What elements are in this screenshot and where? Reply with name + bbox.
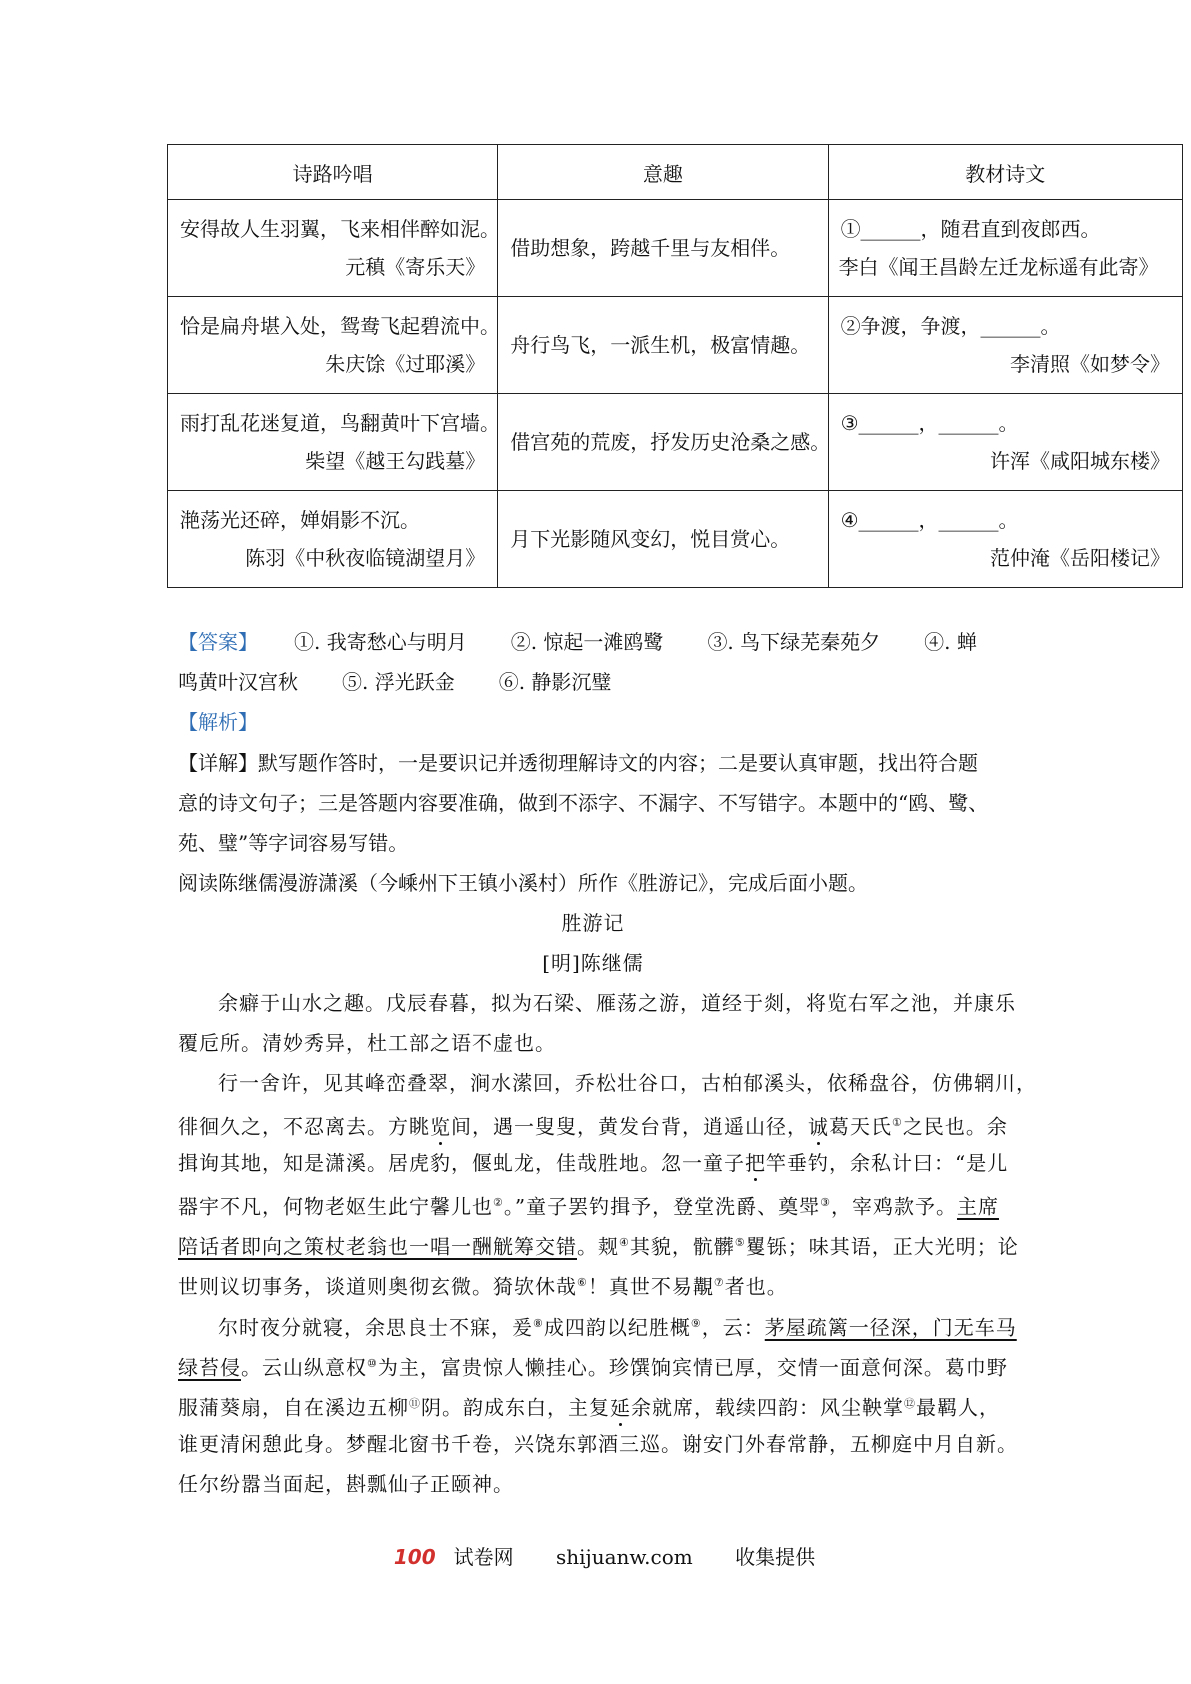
answer-line-1 [178, 628, 977, 656]
site-logo: 100 [393, 1545, 436, 1569]
underlined-text: 茅屋疏篱一径深，门无车马 [764, 1315, 1017, 1340]
text-run: 矍铄；味其语，正大光明；论 [745, 1234, 1019, 1259]
footnote-marker: ⑥ [577, 1276, 588, 1289]
dotted-char: 把 [745, 1151, 766, 1175]
dotted-char: 览 [430, 1114, 451, 1139]
text-run: 葛天氏 [829, 1114, 892, 1139]
underlined-text: 绿苔侵 [178, 1355, 241, 1380]
article-line [178, 1109, 1008, 1141]
article-line [178, 1269, 788, 1301]
article-line [178, 1390, 1000, 1422]
textbook-cell [828, 297, 1182, 394]
poem-line: 雨打乱花迷复道，鸟翻黄叶下宫墙。 [180, 411, 500, 435]
text-run: 竿垂钓，余私计曰：“是儿 [766, 1151, 1009, 1175]
textbook-source: 李白《闻王昌龄左迁龙标遥有此寄》 [838, 255, 1159, 279]
footnote-marker: ③ [820, 1196, 831, 1209]
table-row [168, 200, 1183, 297]
poem-line: 滟荡光还碎，婵娟影不沉。 [180, 508, 420, 532]
answer-item: 鸣黄叶汉宫秋 [178, 670, 298, 694]
meaning-text: 借宫苑的荒废，抒发历史沧桑之感。 [510, 430, 831, 454]
answer-item: ②. 惊起一滩鸥鹭 [510, 630, 664, 654]
detail-line: 苑、璧”等字词容易写错。 [178, 831, 409, 855]
footnote-marker: ④ [619, 1236, 630, 1249]
table-header-cell: 意趣 [498, 145, 828, 200]
table-row [168, 394, 1183, 491]
textbook-cell [828, 200, 1182, 297]
article-line: 余癖于山水之趣。戊辰春暮，拟为石梁、雁荡之游，道经于剡，将览右军之池，并康乐 [218, 991, 1016, 1015]
poem-line: 恰是扁舟堪入处，鸳鸯飞起碧流中。 [180, 314, 500, 338]
footnote-marker: ① [892, 1116, 903, 1129]
table-header-row [168, 145, 1183, 200]
article-line [178, 1350, 1008, 1382]
text-run: 徘徊久之，不忍离去。方眺 [178, 1114, 430, 1139]
footnote-marker: ⑪ [409, 1397, 421, 1410]
meaning-cell [498, 297, 828, 394]
underlined-text: 陪话者即向之策杖老翁也一唱一酬觥筹交错 [178, 1234, 577, 1259]
footnote-marker: ② [493, 1196, 504, 1209]
dotted-char: 延 [610, 1395, 631, 1420]
article-line: 覆卮所。清妙秀异，杜工部之语不虚也。 [178, 1031, 556, 1055]
textbook-line: ④______，______。 [840, 508, 1019, 532]
text-run: 最羁人， [916, 1395, 1000, 1420]
article-line: 谁更清闲憩此身。梦醒北窗书千卷，兴饶东郭酒三巡。谢安门外春常静，五柳庭中月自新。 [178, 1432, 1018, 1456]
footer-brand [376, 1545, 514, 1569]
text-run: 。”童子罢钓揖予，登堂洗爵、奠斝 [503, 1194, 821, 1219]
dotted-char: 诚 [808, 1114, 829, 1139]
article-line [218, 1310, 1017, 1342]
footnote-marker: ⑤ [734, 1236, 746, 1249]
textbook-cell [828, 491, 1182, 588]
answer-item: ④. 蝉 [924, 630, 977, 654]
text-run: ，云： [701, 1315, 765, 1340]
textbook-line: ③______，______。 [840, 411, 1019, 435]
answer-item: ⑤. 浮光跃金 [342, 670, 455, 694]
poem-source: 元稹《寄乐天》 [345, 255, 486, 279]
text-run: 成四韵以纪胜概 [543, 1315, 691, 1340]
poem-table [167, 144, 1183, 588]
meaning-cell [498, 491, 828, 588]
meaning-cell [498, 200, 828, 297]
answer-line-2 [178, 668, 655, 696]
meaning-text: 舟行鸟飞，一派生机，极富情趣。 [510, 333, 811, 357]
reading-intro: 阅读陈继儒漫游潇溪（今嵊州下王镇小溪村）所作《胜游记》，完成后面小题。 [178, 871, 868, 895]
answer-item: ③. 鸟下绿芜秦苑夕 [707, 630, 881, 654]
textbook-line: ①______，随君直到夜郎西。 [840, 217, 1101, 241]
text-run: 。云山纵意权 [241, 1355, 367, 1380]
text-run: 间，遇一叟叟，黄发台背，逍遥山径， [451, 1114, 808, 1139]
article-line: 任尔纷嚣当面起，斟瓢仙子正颐神。 [178, 1472, 514, 1496]
underlined-text: 主席 [956, 1194, 999, 1219]
site-domain: shijuanw.com [556, 1545, 693, 1569]
article-author: [明]陈继儒 [542, 951, 644, 975]
article-line [178, 1229, 1019, 1261]
answer-item: ①. 我寄愁心与明月 [294, 630, 467, 654]
meaning-text: 月下光影随风变幻，悦目赏心。 [510, 527, 791, 551]
detail-line: 意的诗文句子；三是答题内容要准确，做到不添字、不漏字、不写错字。本题中的“鸥、鹭、 [178, 791, 989, 815]
table-header-cell: 教材诗文 [828, 145, 1182, 200]
answer-item: ⑥. 静影沉璧 [498, 670, 612, 694]
text-run: 。觌 [577, 1234, 619, 1259]
text-run: 服蒲葵扇，自在溪边五柳 [178, 1395, 409, 1420]
footnote-marker: ⑧ [533, 1317, 544, 1330]
textbook-source: 许浑《咸阳城东楼》 [990, 449, 1170, 473]
table-header-cell: 诗路吟唱 [168, 145, 498, 200]
article-title: 胜游记 [561, 911, 625, 935]
footnote-marker: ⑨ [690, 1317, 702, 1330]
site-name: 试卷网 [453, 1545, 514, 1569]
text-run: 为主，富贵惊人懒挂心。珍馔饷宾情已厚，交情一面意何深。葛巾野 [377, 1355, 1008, 1380]
poem-cell [168, 200, 498, 297]
text-run: ，宰鸡款予。 [830, 1194, 957, 1219]
meaning-text: 借助想象，跨越千里与友相伴。 [510, 236, 791, 260]
text-run: 余就席，载续四韵：风尘鞅掌 [631, 1395, 904, 1420]
textbook-source: 李清照《如梦令》 [1010, 352, 1170, 376]
text-run: 其貌，骯髒 [629, 1234, 735, 1259]
article-line [178, 1189, 999, 1221]
article-line: 行一舍许，见其峰峦叠翠，涧水潆回，乔松壮谷口，古柏郁溪头，依稀盘谷，仿佛辋川， [218, 1071, 1037, 1095]
page-footer [0, 1541, 1191, 1570]
text-run: 之民也。余 [902, 1114, 1008, 1139]
textbook-source: 范仲淹《岳阳楼记》 [990, 546, 1170, 570]
poem-source: 陈羽《中秋夜临镜湖望月》 [245, 546, 486, 570]
poem-line: 安得故人生羽翼，飞来相伴醉如泥。 [180, 217, 500, 241]
textbook-line: ②争渡，争渡，______。 [840, 314, 1061, 338]
answer-label: 【答案】 [178, 630, 258, 654]
meaning-cell [498, 394, 831, 491]
text-run: 器宇不凡，何物老妪生此宁馨儿也 [178, 1194, 493, 1219]
footnote-marker: ⑦ [713, 1276, 725, 1289]
text-run: 世则议切事务，谈道则奥彻玄微。猗欤休哉 [178, 1274, 577, 1299]
poem-source: 柴望《越王勾践墓》 [305, 449, 486, 473]
text-run: 阴。韵成东白，主复 [421, 1395, 610, 1420]
text-run: 者也。 [724, 1274, 788, 1299]
poem-cell [168, 297, 498, 394]
poem-cell [168, 491, 498, 588]
footnote-marker: ⑫ [904, 1397, 916, 1410]
table-row [168, 297, 1183, 394]
text-run: 揖询其地，知是潇溪。居虎豹，偃虬龙，佳哉胜地。忽一童子 [178, 1151, 745, 1175]
analysis-label: 【解析】 [178, 710, 258, 734]
poem-source: 朱庆馀《过耶溪》 [325, 352, 486, 376]
text-run: 尔时夜分就寝，余思良士不寐，爰 [218, 1315, 533, 1340]
textbook-cell [828, 394, 1182, 491]
text-run: ！真世不易覯 [587, 1274, 714, 1299]
footer-note: 收集提供 [735, 1545, 816, 1569]
poem-cell [168, 394, 498, 491]
table-row [168, 491, 1183, 588]
detail-line: 【详解】默写题作答时，一是要识记并透彻理解诗文的内容；二是要认真审题，找出符合题 [178, 751, 978, 775]
article-line [178, 1149, 1008, 1177]
footnote-marker: ⑩ [367, 1357, 378, 1370]
